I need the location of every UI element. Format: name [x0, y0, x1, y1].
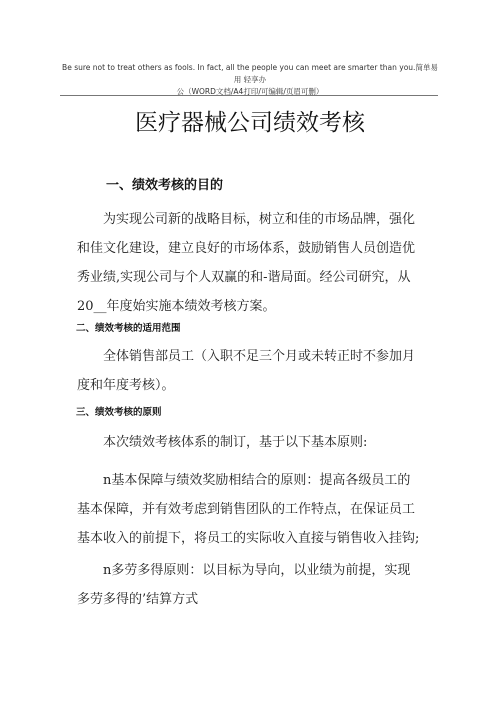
section-1-paragraph: 为实现公司新的战略目标，树立和佳的市场品牌，强化和佳文化建设，建立良好的市场体系，鼓励销售人员创造优秀业绩,实现公司与个人双赢的和-谐局面。经公司研究，从20__年度始实施本绩效考核方案。	[77, 212, 416, 314]
section-3-paragraph-3: n多劳多得原则：以目标为导向，以业绩为前提，实现多劳多得的’结算方式	[77, 563, 411, 607]
section-2-heading: 二、绩效考核的适用范围	[76, 323, 181, 334]
section-2-paragraph: 全体销售部员工（入职不足三个月或未转正时不参加月度和年度考核）。	[77, 349, 416, 393]
page-header	[60, 62, 440, 98]
header-divider	[60, 95, 438, 96]
document-title: 医疗器械公司绩效考核	[135, 110, 365, 136]
header-line-1: Be sure not to treat others as fools. In fact, all the people you can meet are smarter than you.简单易用 轻享办	[62, 63, 438, 84]
section-1-heading: 一、绩效考核的目的	[106, 178, 224, 193]
section-3-paragraph-1: 本次绩效考核体系的制订，基于以下基本原则:	[103, 435, 368, 450]
header-line-2: 公（WORD文档/A4打印/可编辑/页眉可删）	[176, 87, 324, 96]
section-3-heading: 三、绩效考核的原则	[76, 407, 162, 418]
section-3-paragraph-2: n基本保障与绩效奖励相结合的原则：提高各级员工的基本保障，并有效考虑到销售团队的工作特点，在保证员工基本收入的前提下，将员工的实际收入直接与销售收入挂钩;	[77, 473, 420, 546]
